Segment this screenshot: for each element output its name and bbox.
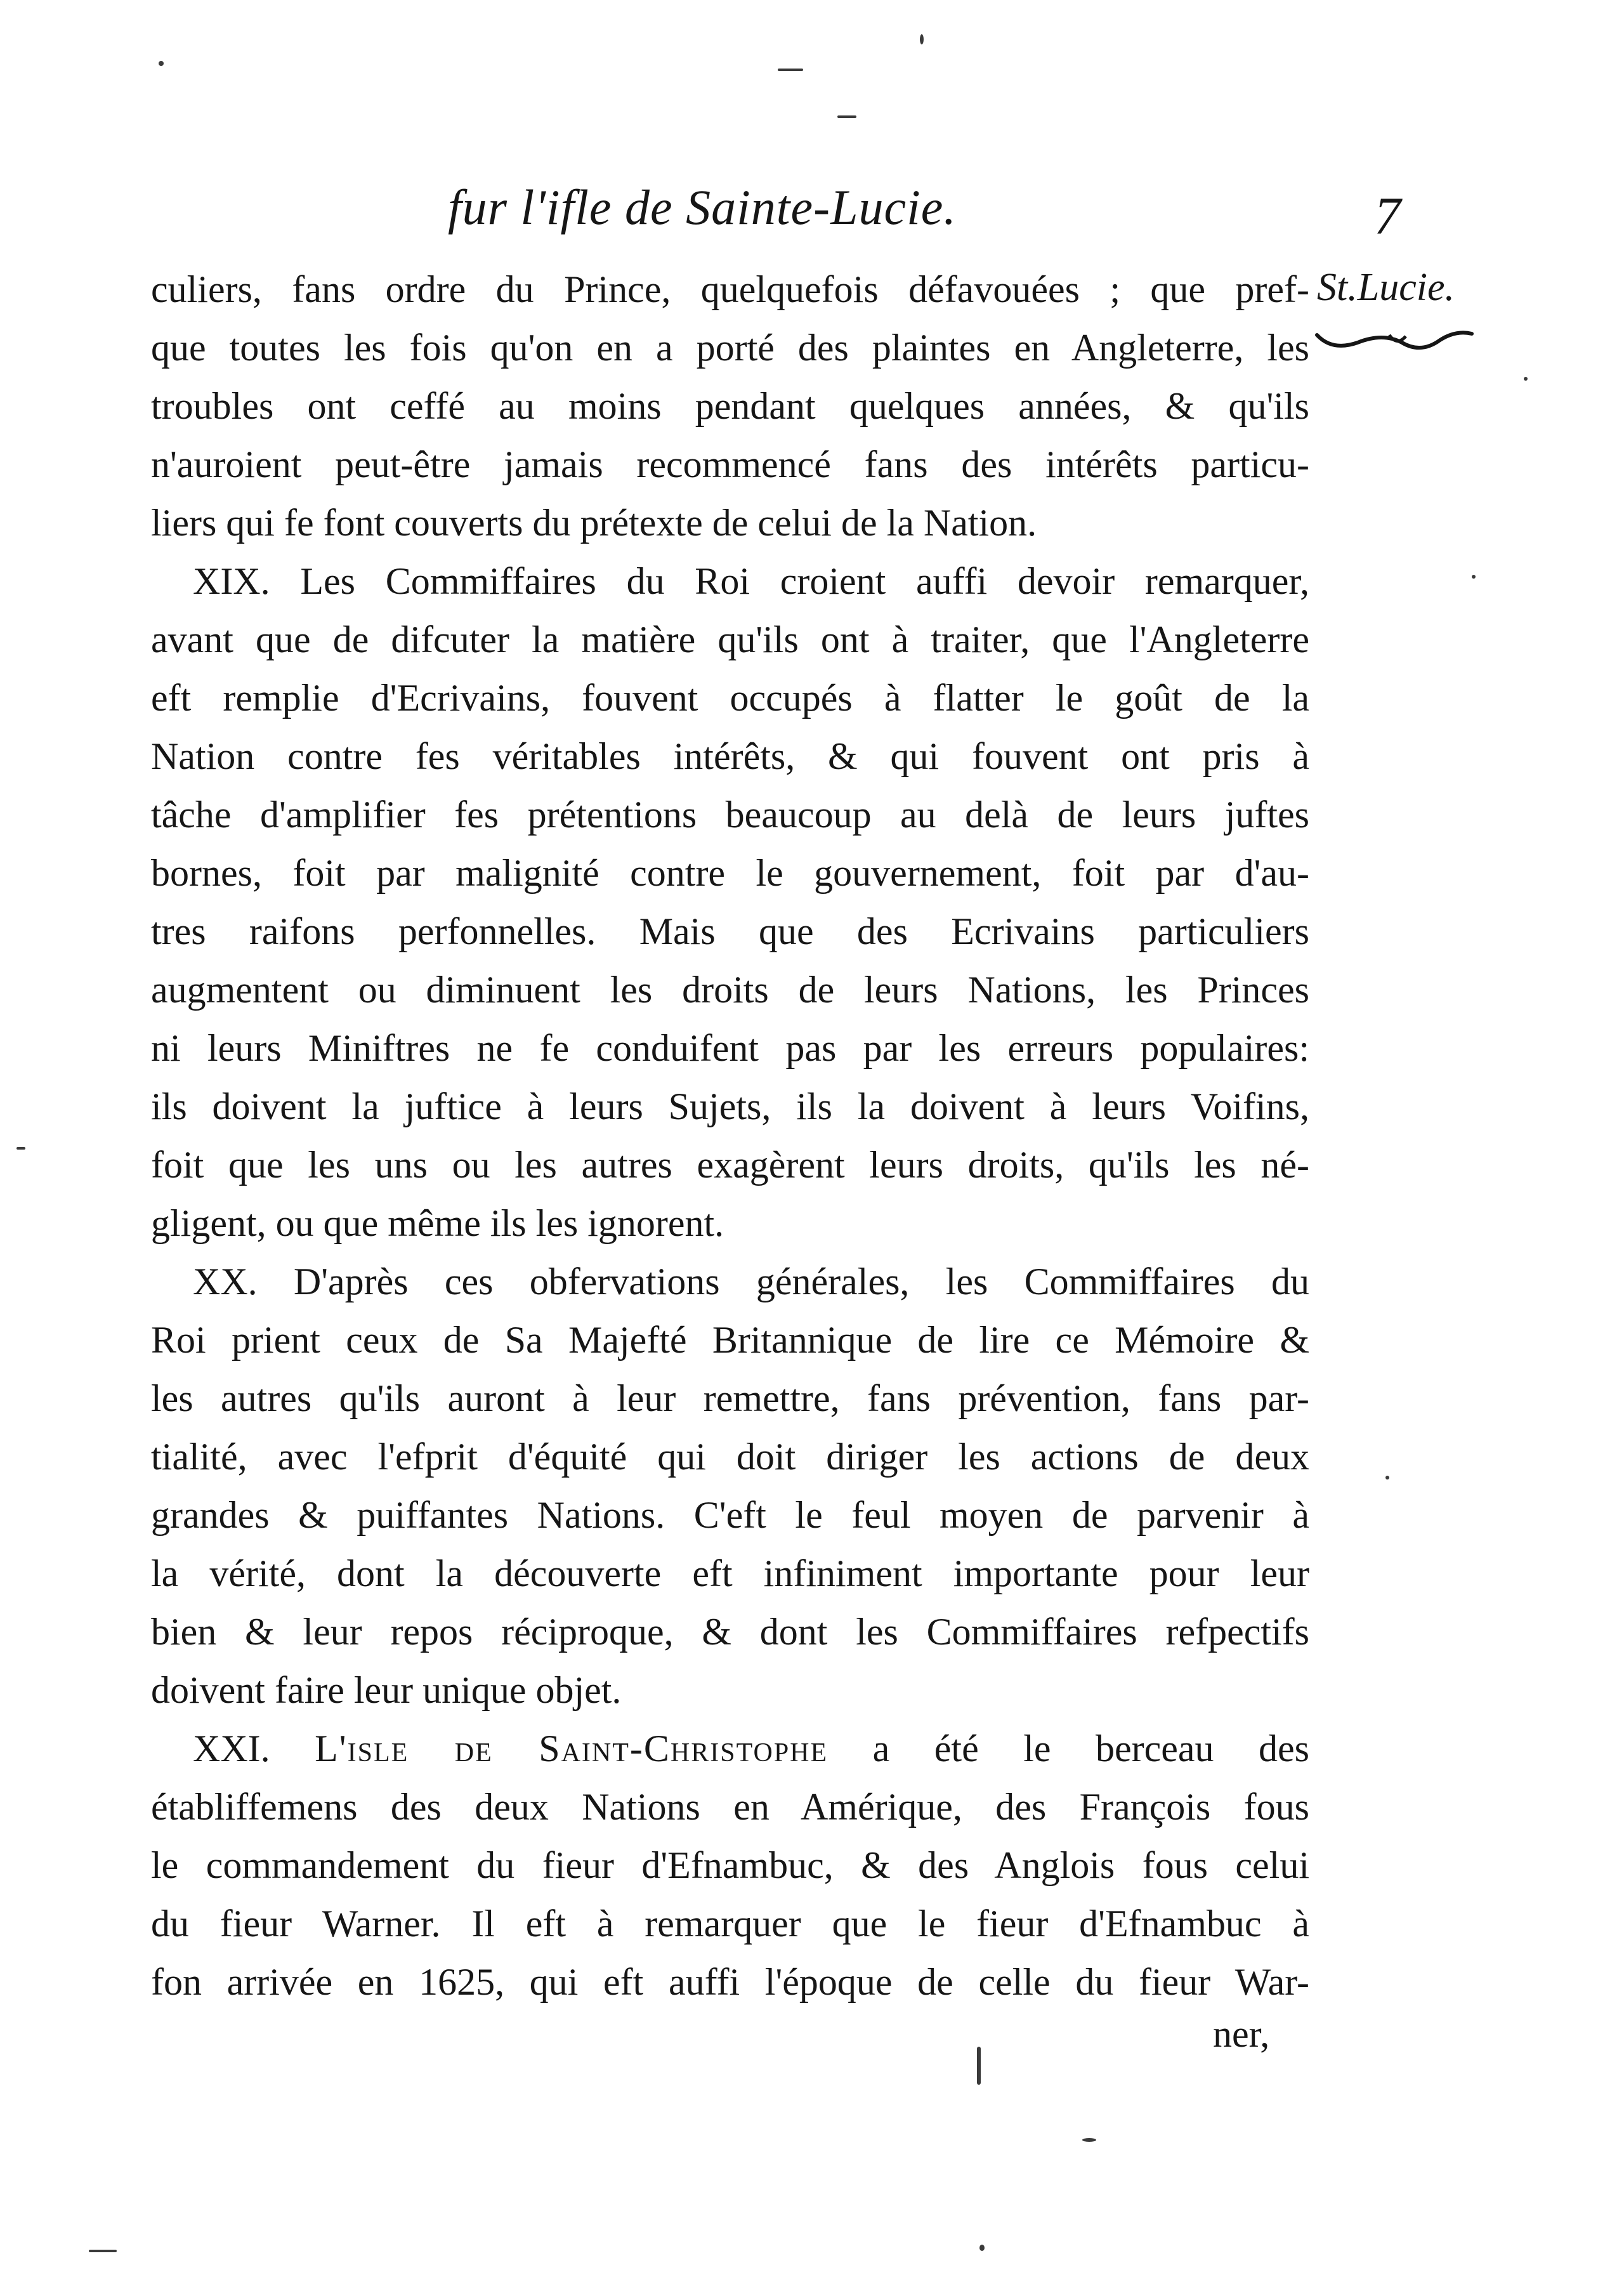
text-line: du fieur Warner. Il eft à remarquer que le fieur d'Efnambuc à bbox=[151, 1903, 1309, 1945]
ink-speck bbox=[89, 2250, 117, 2252]
ink-speck bbox=[159, 61, 164, 66]
ink-speck bbox=[1472, 575, 1476, 579]
catchword: ner, bbox=[1213, 2013, 1270, 2055]
ink-speck bbox=[977, 2047, 981, 2085]
running-title: fur l'ifle de Sainte-Lucie. bbox=[448, 180, 957, 235]
text-line: Roi prient ceux de Sa Majefté Britannique de lire ce Mémoire & bbox=[151, 1319, 1309, 1361]
small-caps-heading: L'isle de Saint-Christophe bbox=[315, 1728, 828, 1769]
text-line: la vérité, dont la découverte eft infiniment importante pour leur bbox=[151, 1552, 1309, 1594]
ink-speck bbox=[979, 2245, 985, 2251]
text-line: gligent, ou que même ils les ignorent. bbox=[151, 1202, 724, 1244]
paragraph-xx-start: XX. D'après ces obfervations générales, les Commiffaires du bbox=[193, 1261, 1309, 1302]
text-line: augmentent ou diminuent les droits de leurs Nations, les Princes bbox=[151, 969, 1309, 1011]
text-line: grandes & puiffantes Nations. C'eft le feul moyen de parvenir à bbox=[151, 1494, 1309, 1536]
ink-speck bbox=[920, 34, 924, 44]
ink-speck bbox=[1082, 2138, 1096, 2142]
ink-speck bbox=[837, 115, 856, 118]
text-line: établiffemens des deux Nations en Amérique, des François fous bbox=[151, 1786, 1309, 1828]
text-line: les autres qu'ils auront à leur remettre, fans prévention, fans par- bbox=[151, 1377, 1309, 1419]
text-line: eft remplie d'Ecrivains, fouvent occupés à flatter le goût de la bbox=[151, 677, 1309, 719]
text-line: troubles ont ceffé au moins pendant quelques années, & qu'ils bbox=[151, 385, 1309, 427]
text-line: tialité, avec l'efprit d'équité qui doit diriger les actions de deux bbox=[151, 1436, 1309, 1478]
text-line: le commandement du fieur d'Efnambuc, & des Anglois fous celui bbox=[151, 1844, 1309, 1886]
ink-speck bbox=[1385, 1476, 1389, 1479]
paragraph-numeral: XXI. bbox=[193, 1728, 315, 1769]
ink-speck bbox=[778, 69, 803, 71]
text-line: foit que les uns ou les autres exagèrent leurs droits, qu'ils les né- bbox=[151, 1144, 1309, 1186]
text-line: tres raifons perfonnelles. Mais que des Ecrivains particuliers bbox=[151, 910, 1309, 952]
text-line: tâche d'amplifier fes prétentions beaucoup au delà de leurs juftes bbox=[151, 794, 1309, 836]
page-number: 7 bbox=[1374, 187, 1401, 246]
line-remainder: a été le berceau des bbox=[828, 1728, 1309, 1769]
text-line: liers qui fe font couverts du prétexte de celui de la Nation. bbox=[151, 502, 1037, 544]
text-line: avant que de difcuter la matière qu'ils ont à traiter, que l'Angleterre bbox=[151, 619, 1309, 660]
ink-speck bbox=[1524, 377, 1528, 381]
paragraph-xxi-start bbox=[151, 1719, 1309, 1778]
text-line: fon arrivée en 1625, qui eft auffi l'époque de celle du fieur War- bbox=[151, 1961, 1309, 2003]
text-line: doivent faire leur unique objet. bbox=[151, 1669, 622, 1711]
flourish-ornament-icon bbox=[1313, 321, 1478, 359]
text-line: Nation contre fes véritables intérêts, & qui fouvent ont pris à bbox=[151, 735, 1309, 777]
body-text bbox=[151, 260, 1309, 2011]
paragraph-xix-start: XIX. Les Commiffaires du Roi croient auffi devoir remarquer, bbox=[193, 560, 1309, 602]
text-line: bien & leur repos réciproque, & dont les Commiffaires refpectifs bbox=[151, 1611, 1309, 1653]
text-line: ni leurs Miniftres ne fe conduifent pas par les erreurs populaires: bbox=[151, 1027, 1309, 1069]
text-line: que toutes les fois qu'on en a porté des plaintes en Angleterre, les bbox=[151, 327, 1309, 369]
text-line: culiers, fans ordre du Prince, quelquefois défavouées ; que pref- bbox=[151, 268, 1309, 310]
ink-speck bbox=[16, 1147, 25, 1150]
margin-note: St.Lucie. bbox=[1317, 266, 1455, 309]
text-line: bornes, foit par malignité contre le gouvernement, foit par d'au- bbox=[151, 852, 1309, 894]
text-line: n'auroient peut-être jamais recommencé fans des intérêts particu- bbox=[151, 443, 1309, 485]
text-line: ils doivent la juftice à leurs Sujets, ils la doivent à leurs Voifins, bbox=[151, 1086, 1309, 1127]
